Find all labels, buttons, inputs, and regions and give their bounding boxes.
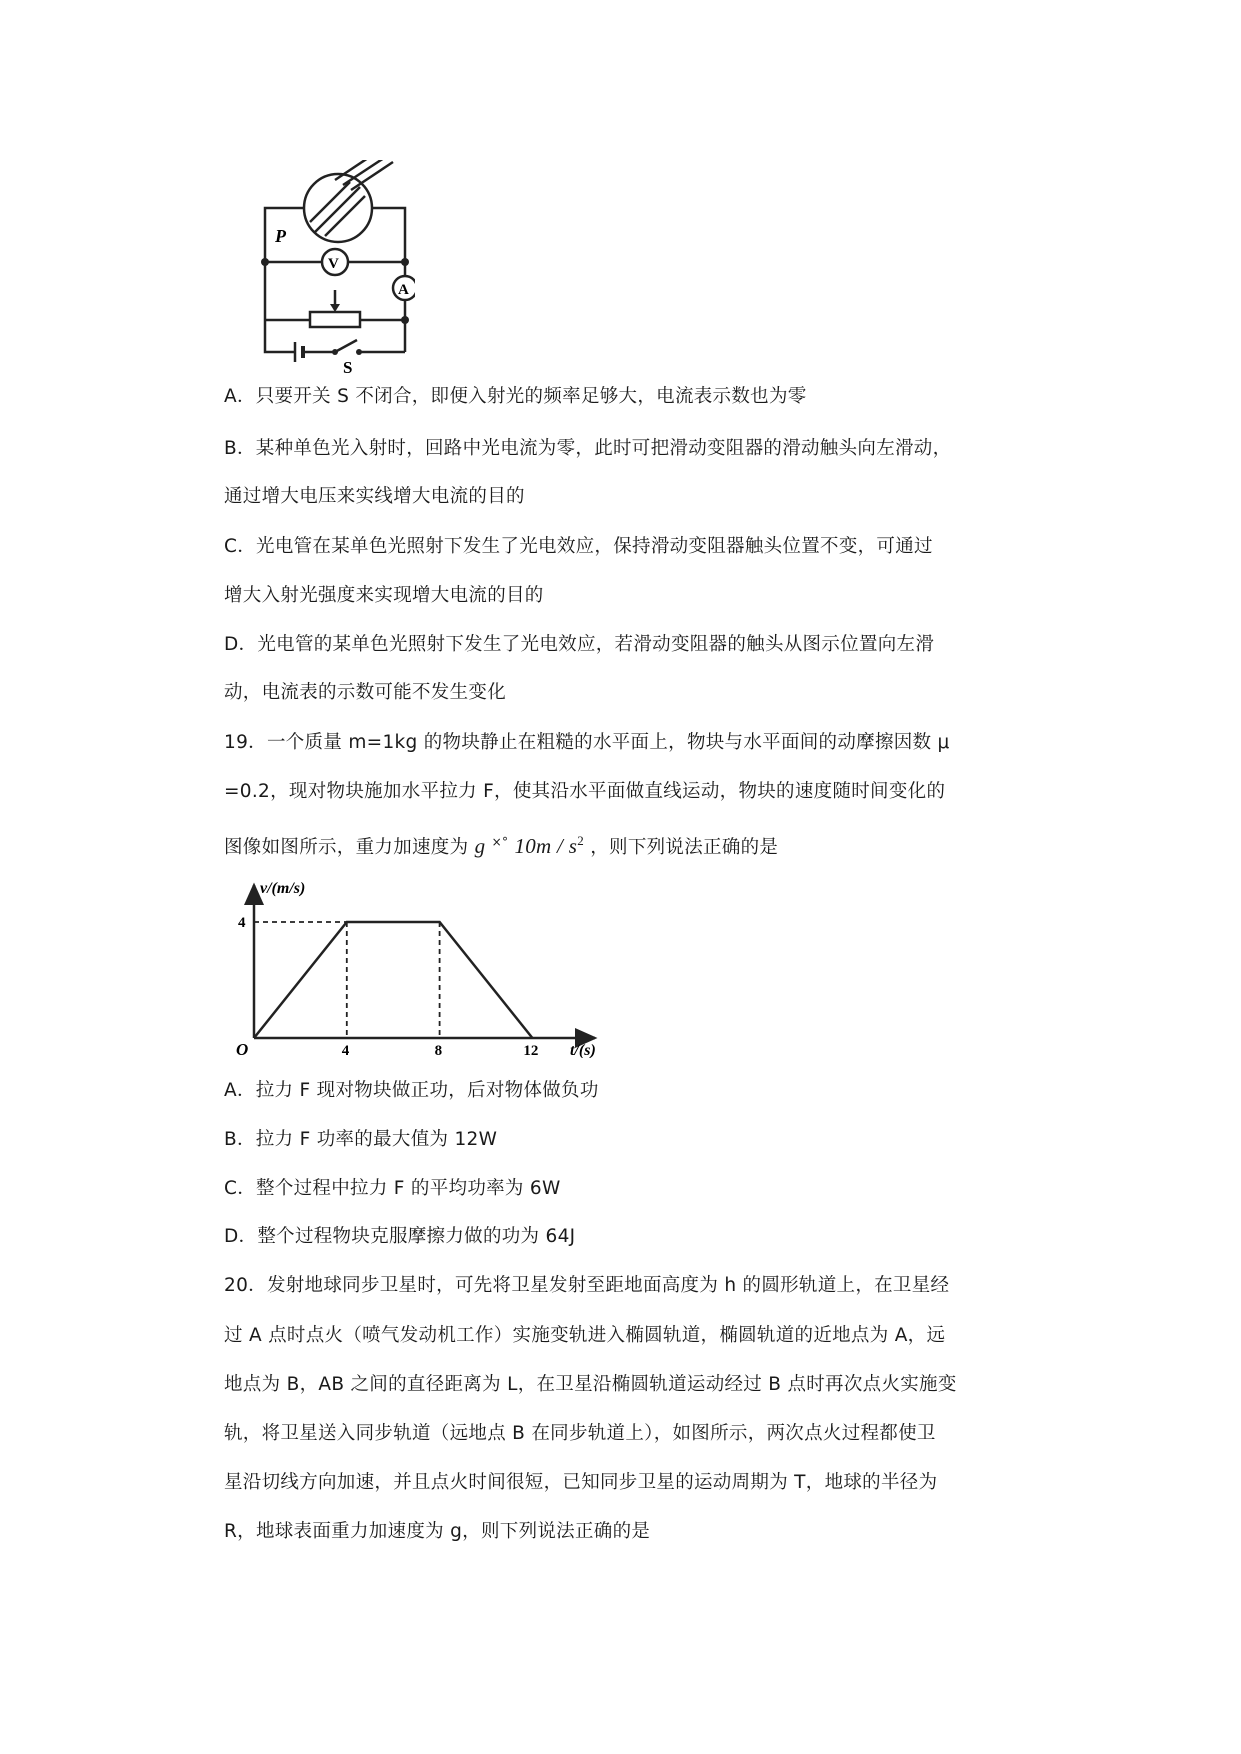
q19-stem-line3: 图像如图所示，重力加速度为 g ×° $10m / s^2$ ，则下列说法正确的是 xyxy=(224,833,779,858)
y-axis-label: v/(m/s) xyxy=(260,880,306,897)
photoelectric-circuit-diagram xyxy=(255,160,415,375)
origin-label: O xyxy=(236,1040,249,1058)
velocity-time-chart xyxy=(230,873,610,1058)
q20-stem-line1: 20．发射地球同步卫星时，可先将卫星发射至距地面高度为 h 的圆形轨道上，在卫星经 xyxy=(224,1275,950,1296)
x-tick-label: 8 xyxy=(434,1043,443,1058)
garbled-symbol: ×° xyxy=(491,834,509,849)
x-axis-label: t/(s) xyxy=(570,1042,596,1058)
q18-option-c-line2: 增大入射光强度来实现增大电流的目的 xyxy=(224,585,544,606)
q19-option-d: D．整个过程物块克服摩擦力做的功为 64J xyxy=(224,1226,576,1247)
label-a: A xyxy=(398,282,409,298)
label-p: P xyxy=(275,226,286,246)
q20-stem-line2: 过 A 点时点火（喷气发动机工作）实施变轨进入椭圆轨道，椭圆轨道的近地点为 A，远 xyxy=(224,1325,946,1346)
q20-stem-line4: 轨，将卫星送入同步轨道（远地点 B 在同步轨道上），如图所示，两次点火过程都使卫 xyxy=(224,1423,936,1444)
q18-option-d-line2: 动，电流表的示数可能不发生变化 xyxy=(224,682,507,703)
q19-option-c: C．整个过程中拉力 F 的平均功率为 6W xyxy=(224,1178,561,1199)
q20-stem-line6: R，地球表面重力加速度为 g，则下列说法正确的是 xyxy=(224,1521,651,1542)
x-tick-label: 12 xyxy=(523,1043,539,1058)
velocity-series-line xyxy=(254,922,532,1038)
label-v: V xyxy=(328,256,339,272)
q20-stem-line3: 地点为 B，AB 之间的直径距离为 L，在卫星沿椭圆轨道运动经过 B 点时再次点火实施变 xyxy=(224,1374,957,1395)
q19-option-a: A．拉力 F 现对物块做正功，后对物体做负功 xyxy=(224,1080,599,1101)
y-tick-label: 4 xyxy=(238,915,246,931)
q18-option-a: A．只要开关 S 不闭合，即便入射光的频率足够大，电流表示数也为零 xyxy=(224,386,807,407)
gravity-value: $10m / s^2$ xyxy=(514,833,585,858)
q18-option-c-line1: C．光电管在某单色光照射下发生了光电效应，保持滑动变阻器触头位置不变，可通过 xyxy=(224,536,933,557)
gravity-symbol: g xyxy=(474,834,486,858)
label-s: S xyxy=(343,358,353,375)
q18-option-b-line2: 通过增大电压来实线增大电流的目的 xyxy=(224,486,525,507)
q18-option-b-line1: B．某种单色光入射时，回路中光电流为零，此时可把滑动变阻器的滑动触头向左滑动， xyxy=(224,438,952,459)
q19-stem-line1: 19．一个质量 m=1kg 的物块静止在粗糙的水平面上，物块与水平面间的动摩擦因数 μ xyxy=(224,732,950,753)
q18-option-d-line1: D．光电管的某单色光照射下发生了光电效应，若滑动变阻器的触头从图示位置向左滑 xyxy=(224,634,935,655)
q19-option-b: B．拉力 F 功率的最大值为 12W xyxy=(224,1129,498,1150)
q20-stem-line5: 星沿切线方向加速，并且点火时间很短，已知同步卫星的运动周期为 T，地球的半径为 xyxy=(224,1472,938,1493)
q19-stem-line2: =0.2，现对物块施加水平拉力 F，使其沿水平面做直线运动，物块的速度随时间变化的 xyxy=(224,781,946,802)
x-tick-label: 4 xyxy=(341,1043,350,1058)
